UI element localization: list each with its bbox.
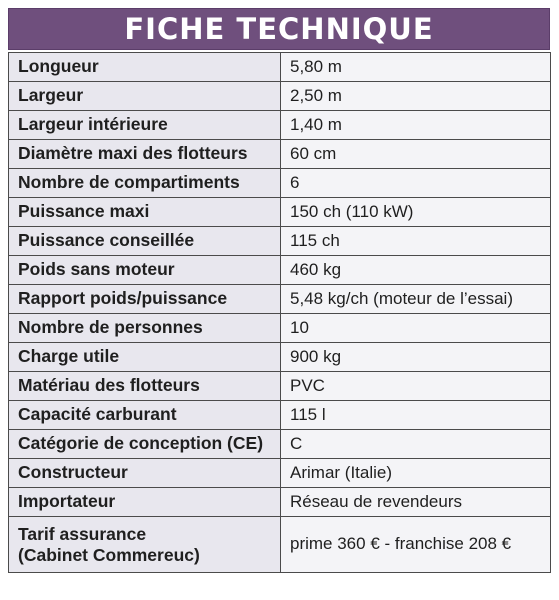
- spec-label: Puissance conseillée: [9, 227, 281, 256]
- table-row: [9, 517, 551, 573]
- spec-value: Réseau de revendeurs: [281, 488, 551, 517]
- sheet-title: FICHE TECHNIQUE: [124, 12, 434, 46]
- table-row: [9, 198, 551, 227]
- spec-label: Catégorie de conception (CE): [9, 430, 281, 459]
- table-row: [9, 140, 551, 169]
- spec-value: 2,50 m: [281, 82, 551, 111]
- table-row: [9, 372, 551, 401]
- spec-value: 460 kg: [281, 256, 551, 285]
- table-row: [9, 53, 551, 82]
- table-row: [9, 488, 551, 517]
- spec-value: 1,40 m: [281, 111, 551, 140]
- spec-value: 900 kg: [281, 343, 551, 372]
- table-row: [9, 227, 551, 256]
- spec-value: PVC: [281, 372, 551, 401]
- table-row: [9, 314, 551, 343]
- spec-label: Puissance maxi: [9, 198, 281, 227]
- spec-label: Rapport poids/puissance: [9, 285, 281, 314]
- spec-value: C: [281, 430, 551, 459]
- table-row: [9, 401, 551, 430]
- table-row: [9, 459, 551, 488]
- spec-label: Matériau des flotteurs: [9, 372, 281, 401]
- spec-value: 5,80 m: [281, 53, 551, 82]
- spec-label: Poids sans moteur: [9, 256, 281, 285]
- spec-value: Arimar (Italie): [281, 459, 551, 488]
- spec-label: Largeur intérieure: [9, 111, 281, 140]
- table-row: [9, 343, 551, 372]
- spec-label: Constructeur: [9, 459, 281, 488]
- spec-label: Nombre de personnes: [9, 314, 281, 343]
- spec-label: Nombre de compartiments: [9, 169, 281, 198]
- spec-value: 10: [281, 314, 551, 343]
- spec-value: 150 ch (110 kW): [281, 198, 551, 227]
- table-row: [9, 430, 551, 459]
- sheet-header: [8, 8, 550, 50]
- spec-label-line2: (Cabinet Commereuc): [18, 544, 200, 565]
- spec-label: Diamètre maxi des flotteurs: [9, 140, 281, 169]
- spec-value: 115 l: [281, 401, 551, 430]
- spec-value: 6: [281, 169, 551, 198]
- spec-label: Charge utile: [9, 343, 281, 372]
- table-row: [9, 169, 551, 198]
- table-row: [9, 111, 551, 140]
- spec-value: 5,48 kg/ch (moteur de l’essai): [281, 285, 551, 314]
- technical-sheet: [8, 8, 550, 592]
- spec-label: Capacité carburant: [9, 401, 281, 430]
- specs-table: [8, 52, 551, 573]
- spec-label: Longueur: [9, 53, 281, 82]
- spec-label-line1: Tarif assurance: [18, 524, 147, 545]
- spec-value: 60 cm: [281, 140, 551, 169]
- table-row: [9, 285, 551, 314]
- spec-label: Importateur: [9, 488, 281, 517]
- spec-label-insurance: [9, 517, 281, 573]
- spec-label: Largeur: [9, 82, 281, 111]
- spec-value: prime 360 € - franchise 208 €: [281, 517, 551, 573]
- table-row: [9, 256, 551, 285]
- spec-value: 115 ch: [281, 227, 551, 256]
- table-row: [9, 82, 551, 111]
